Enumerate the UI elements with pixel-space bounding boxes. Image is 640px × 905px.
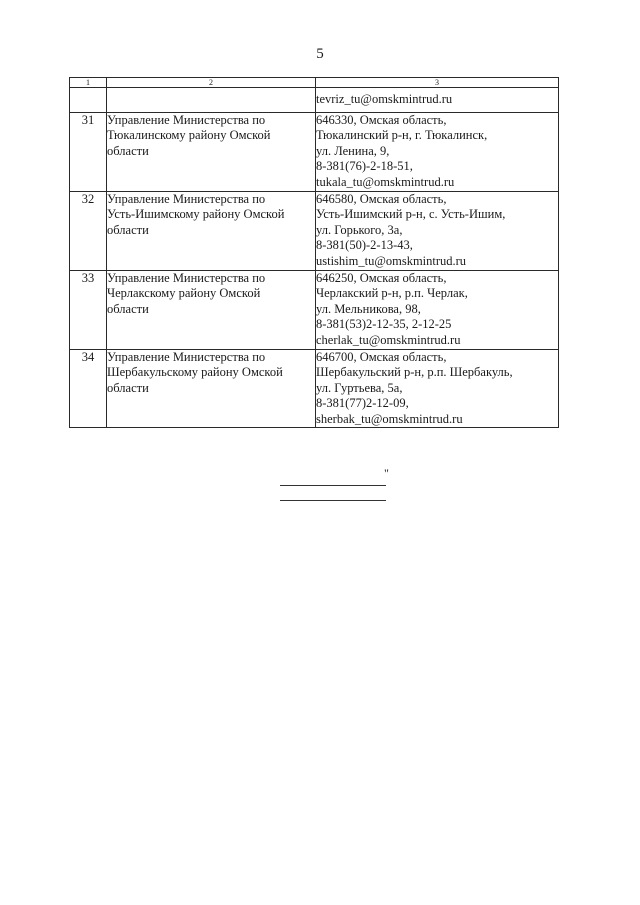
office-address-line: 646330, Омская область, xyxy=(316,112,447,127)
office-address-cell xyxy=(316,191,559,270)
closing-rule-line xyxy=(280,500,386,501)
office-name-line: области xyxy=(107,143,149,158)
office-name-line: Шербакульскому району Омской xyxy=(107,365,283,380)
office-address-cell xyxy=(316,112,559,191)
closing-quote-mark: " xyxy=(384,466,389,480)
office-name-line: Управление Министерства по xyxy=(107,270,266,285)
office-address-line: tevriz_tu@omskmintrud.ru xyxy=(316,92,453,106)
office-address-line: 646580, Омская область, xyxy=(316,191,447,206)
column-header-name: 2 xyxy=(107,78,316,88)
row-number xyxy=(70,88,107,113)
office-name-line: Черлакскому району Омской xyxy=(107,286,261,301)
office-address-line: cherlak_tu@omskmintrud.ru xyxy=(316,332,461,347)
office-name-cell xyxy=(107,112,316,191)
row-number: 32 xyxy=(70,191,107,270)
row-number: 34 xyxy=(70,349,107,428)
office-address-line: sherbak_tu@omskmintrud.ru xyxy=(316,411,463,426)
office-address-cell xyxy=(316,349,559,428)
office-name-line: Тюкалинскому району Омской xyxy=(107,128,271,143)
office-name-line: области xyxy=(107,380,149,395)
office-address-line: ustishim_tu@omskmintrud.ru xyxy=(316,253,467,268)
office-address-line: Шербакульский р-н, р.п. Шербакуль, xyxy=(316,365,513,380)
column-header-address: 3 xyxy=(316,78,559,88)
office-name-line: Усть-Ишимскому району Омской xyxy=(107,207,285,222)
table-row xyxy=(70,191,559,270)
office-address-line: ул. Горького, 3а, xyxy=(316,222,403,237)
office-address-line: ул. Гуртьева, 5а, xyxy=(316,380,403,395)
office-address-line: ул. Ленина, 9, xyxy=(316,143,390,158)
office-address-line: 8-381(50)-2-13-43, xyxy=(316,238,413,253)
office-address-line: 8-381(77)2-12-09, xyxy=(316,396,409,411)
row-number: 31 xyxy=(70,112,107,191)
table-row xyxy=(70,112,559,191)
office-address-line: 8-381(53)2-12-35, 2-12-25 xyxy=(316,317,452,332)
row-number: 33 xyxy=(70,270,107,349)
office-address-cell xyxy=(316,88,559,113)
column-header-number: 1 xyxy=(70,78,107,88)
office-address-line: 646700, Омская область, xyxy=(316,349,447,364)
office-address-line: Тюкалинский р-н, г. Тюкалинск, xyxy=(316,128,488,143)
office-name-line: области xyxy=(107,222,149,237)
office-name-line: Управление Министерства по xyxy=(107,191,266,206)
page-number: 5 xyxy=(316,46,324,62)
office-name-cell xyxy=(107,349,316,428)
office-name-line: области xyxy=(107,301,149,316)
office-address-line: 646250, Омская область, xyxy=(316,270,447,285)
office-address-line: Усть-Ишимский р-н, с. Усть-Ишим, xyxy=(316,207,506,222)
office-address-cell xyxy=(316,270,559,349)
office-name-cell xyxy=(107,191,316,270)
office-address-line: 8-381(76)-2-18-51, xyxy=(316,159,413,174)
office-address-line: tukala_tu@omskmintrud.ru xyxy=(316,174,455,189)
ministry-offices-table xyxy=(69,77,559,428)
office-address-line: ул. Мельникова, 98, xyxy=(316,301,421,316)
table-row xyxy=(70,270,559,349)
table-row xyxy=(70,349,559,428)
office-name-cell xyxy=(107,270,316,349)
office-name-line: Управление Министерства по xyxy=(107,349,266,364)
office-name-cell xyxy=(107,88,316,113)
office-address-line: Черлакский р-н, р.п. Черлак, xyxy=(316,286,468,301)
closing-rule-line xyxy=(280,485,386,486)
table-header-row xyxy=(70,78,559,88)
table-body xyxy=(70,88,559,428)
table-row xyxy=(70,88,559,113)
office-name-line: Управление Министерства по xyxy=(107,112,266,127)
